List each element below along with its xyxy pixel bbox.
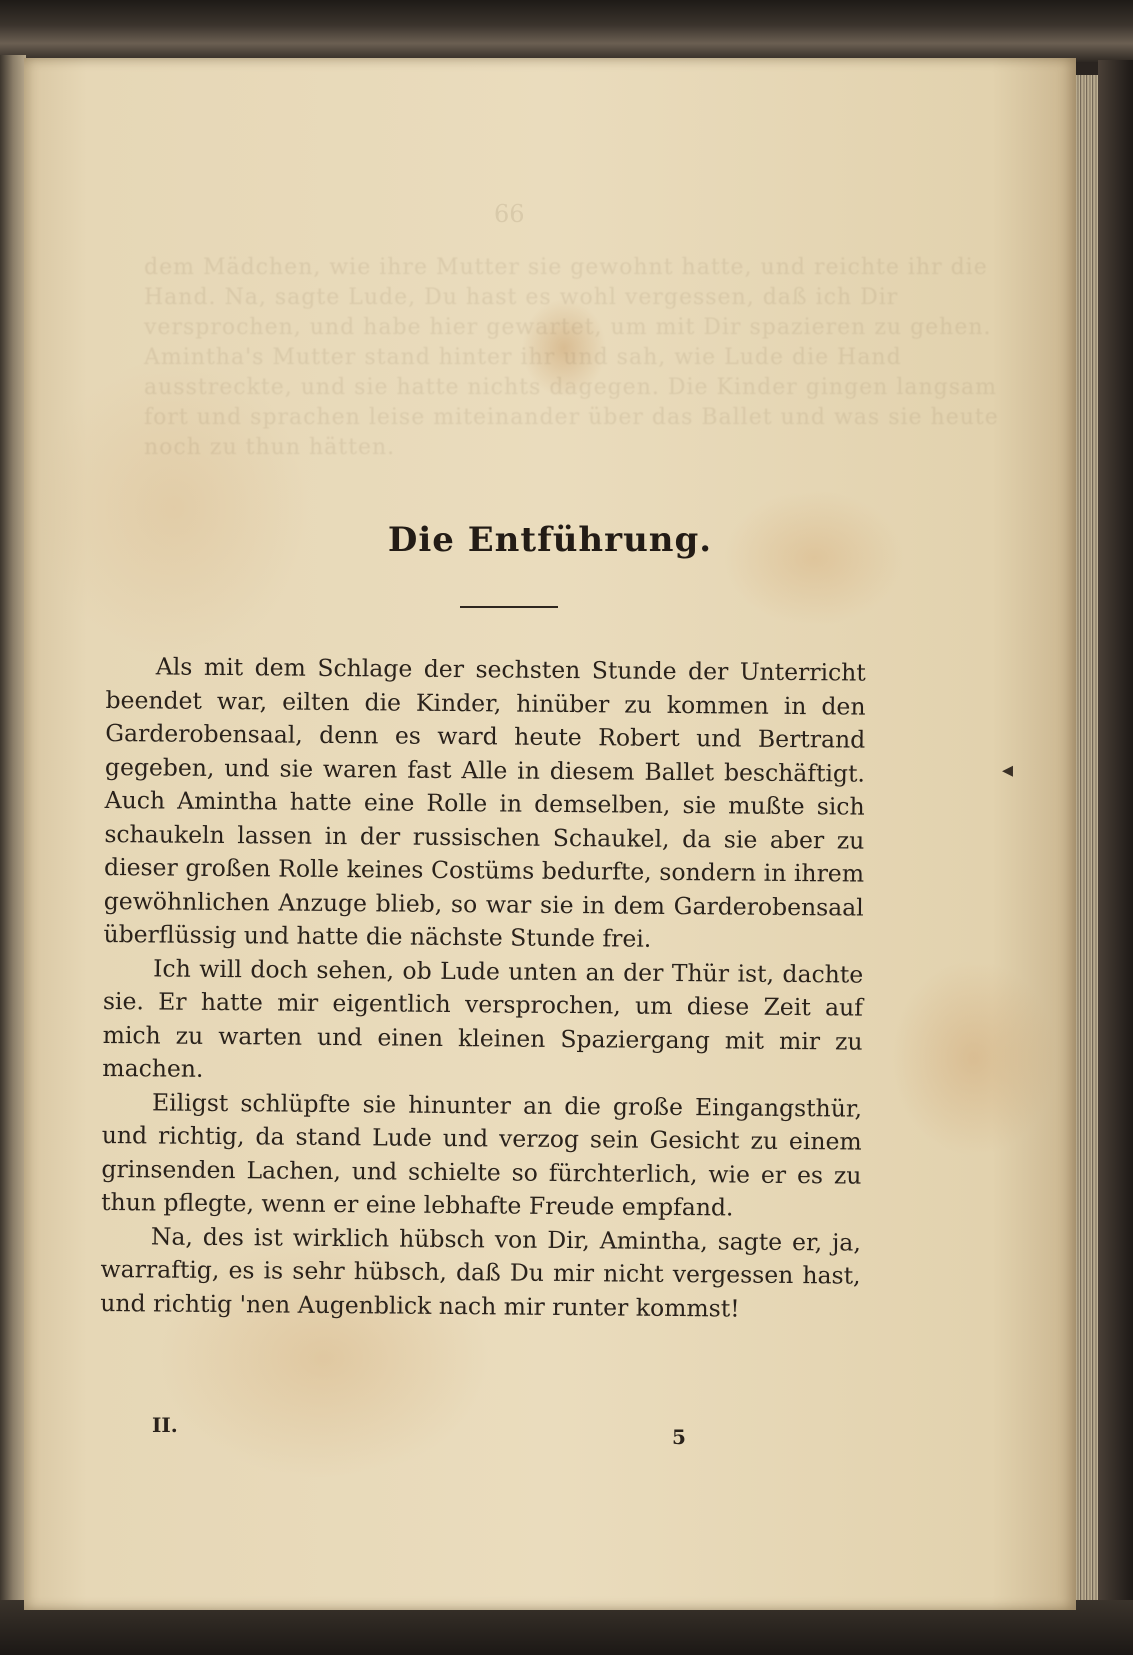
printer-signature: II. [152,1413,178,1437]
chapter-body [100,650,866,1327]
chapter-title: Die Entführung. [387,520,713,560]
paragraph: Na, des ist wirklich hübsch von Dir, Amintha, sagte er, ja, warraftig, es is sehr hübsch, daß Du mir nicht vergessen hast, und richtig 'nen Augenblick nach mir runter kommst! [100,1221,861,1323]
paragraph: Eiligst schlüpfte sie hinunter an die große Eingangsthür, und richtig, da stand Lude und verzog sein Gesicht zu einem grinsenden Lachen, und schielte so fürchterlich, wie er es zu thun pflegte, wenn er eine lebhafte Freude empfand. [101,1087,863,1222]
title-divider [460,606,558,608]
book-cover-top [0,0,1133,62]
book-gutter [0,55,26,1605]
margin-mark-icon: ◂ [1002,758,1014,783]
bleed-through-text: dem Mädchen, wie ihre Mutter sie gewohnt hatte, und reichte ihr die Hand. Na, sagte Lude, Du hast es wohl vergessen, daß ich Dir versprochen, und habe hier gewartet, um mit Dir spazieren zu gehen. Amintha's Mutter stand hinter ihr und sah, wie Lude die Hand ausstreckte, und sie hatte nichts dagegen. Die Kinder gingen langsam fort und sprachen leise miteinander über das Ballet und was sie heute noch zu thun hätten. [144,255,999,460]
page-number: 5 [672,1425,686,1449]
paragraph: Als mit dem Schlage der sechsten Stunde der Unterricht beendet war, eilten die Kinder, hinüber zu kommen in den Garderobensaal, denn es ward heute Robert und Bertrand gegeben, und sie waren fast Alle in diesem Ballet beschäftigt. Auch Amintha hatte eine Rolle in demselben, sie mußte sich schaukeln lassen in der russischen Schaukel, da sie aber zu dieser großen Rolle keines Costüms bedurfte, sondern in ihrem gewöhnlichen Anzuge blieb, so war sie in dem Garderobensaal überflüssig und hatte die nächste Stunde frei. [103,652,866,953]
book-page [24,58,1076,1610]
paragraph: Ich will doch sehen, ob Lude unten an der Thür ist, dachte sie. Er hatte mir eigentlich versprochen, um diese Zeit auf mich zu warten und einen kleinen Spaziergang mit mir zu machen. [102,953,864,1083]
bleed-through-page-number: 66 [494,200,525,228]
book-cover-right [1098,60,1133,1620]
